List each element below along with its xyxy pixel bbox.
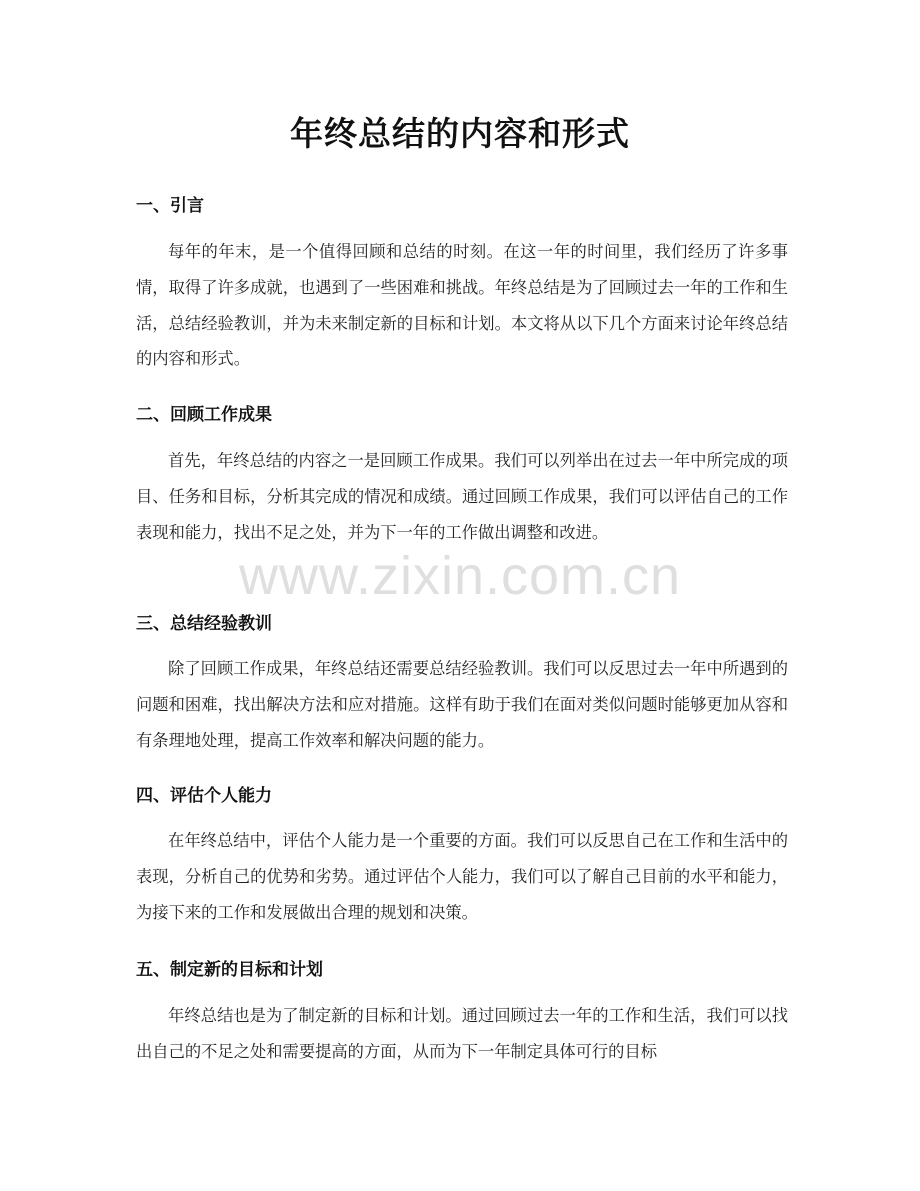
section-heading-personal-ability: 四、评估个人能力 [136,786,272,806]
section-heading-work-results: 二、回顾工作成果 [136,405,272,425]
section-heading-lessons-learned: 三、总结经验教训 [136,614,272,634]
section-heading-introduction: 一、引言 [136,196,204,216]
section-paragraph-personal-ability: 在年终总结中，评估个人能力是一个重要的方面。我们可以反思自己在工作和生活中的表现，分析自己的优势和劣势。通过评估个人能力，我们可以了解自己目前的水平和能力，为接下来的工作和发展做出合理的规划和决策。 [136,831,788,922]
section-paragraph-lessons-learned: 除了回顾工作成果，年终总结还需要总结经验教训。我们可以反思过去一年中所遇到的问题和困难，找出解决方法和应对措施。这样有助于我们在面对类似问题时能够更加从容和有条理地处理，提高工作效率和解决问题的能力。 [136,659,788,750]
section-paragraph-introduction: 每年的年末，是一个值得回顾和总结的时刻。在这一年的时间里，我们经历了许多事情，取得了许多成就，也遇到了一些困难和挑战。年终总结是为了回顾过去一年的工作和生活，总结经验教训，并为未来制定新的目标和计划。本文将从以下几个方面来讨论年终总结的内容和形式。 [136,242,788,369]
document-title: 年终总结的内容和形式 [290,114,630,153]
section-heading-new-goals: 五、制定新的目标和计划 [136,960,323,980]
watermark: www.zixin.com.cn [238,546,682,606]
section-paragraph-work-results: 首先，年终总结的内容之一是回顾工作成果。我们可以列举出在过去一年中所完成的项目、任务和目标，分析其完成的情况和成绩。通过回顾工作成果，我们可以评估自己的工作表现和能力，找出不足之处，并为下一年的工作做出调整和改进。 [136,451,788,542]
section-paragraph-new-goals: 年终总结也是为了制定新的目标和计划。通过回顾过去一年的工作和生活，我们可以找出自己的不足之处和需要提高的方面，从而为下一年制定具体可行的目标 [136,1006,788,1061]
